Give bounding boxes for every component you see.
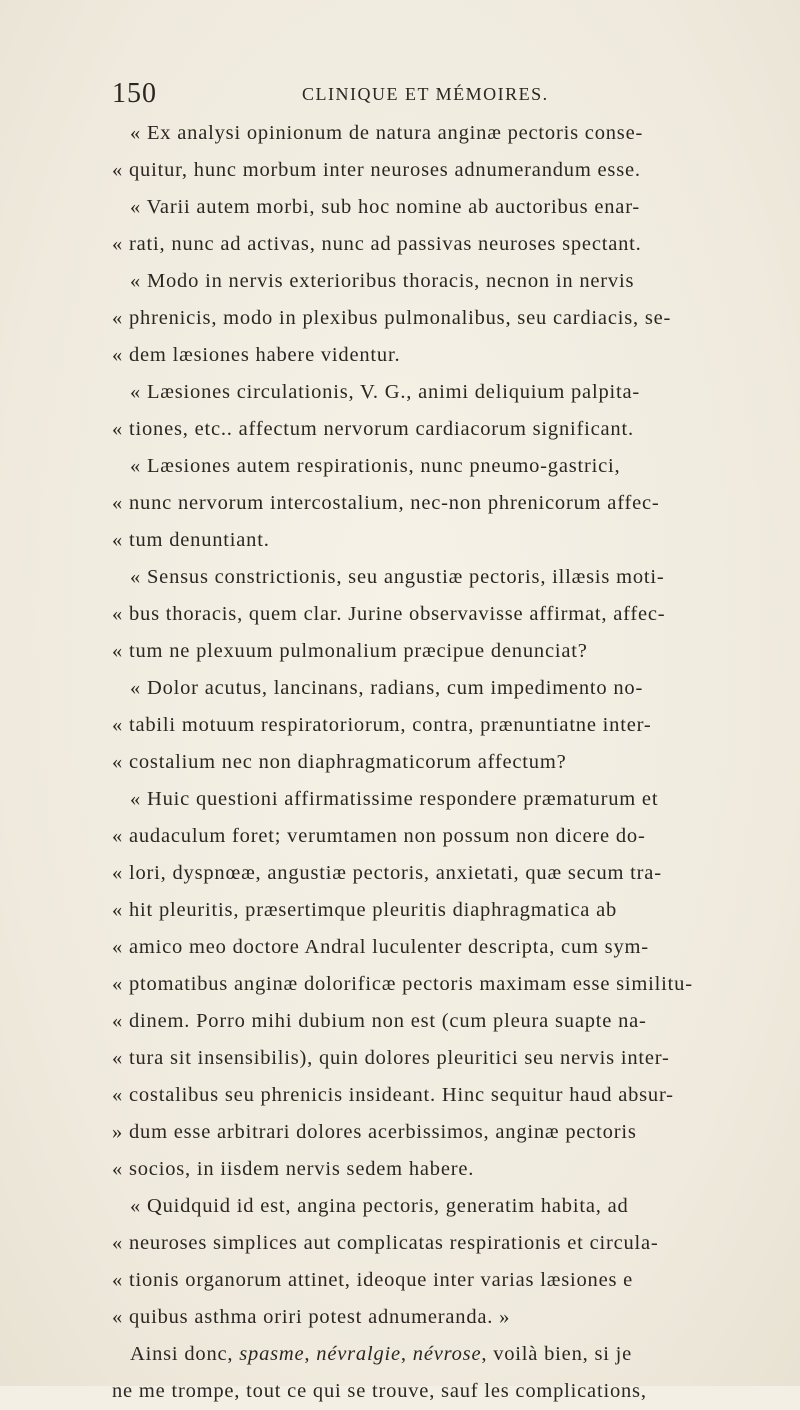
text-line: « costalibus seu phrenicis insideant. Hinc sequitur haud absur- <box>112 1084 674 1106</box>
text-line: « tabili motuum respiratoriorum, contra, prænuntiatne inter- <box>112 714 652 736</box>
text-line: « lori, dyspnœæ, angustiæ pectoris, anxietati, quæ secum tra- <box>112 862 662 884</box>
text-line: « tum denuntiant. <box>112 529 270 551</box>
page-header <box>112 78 762 112</box>
text-line: « Quidquid id est, angina pectoris, generatim habita, ad <box>130 1195 629 1217</box>
text-line: « amico meo doctore Andral luculenter descripta, cum sym- <box>112 936 649 958</box>
text-line: « quitur, hunc morbum inter neuroses adnumerandum esse. <box>112 159 641 181</box>
text-line: « phrenicis, modo in plexibus pulmonalibus, seu cardiacis, se- <box>112 307 672 329</box>
text-run: Ainsi donc, <box>130 1343 240 1365</box>
text-line: « nunc nervorum intercostalium, nec-non phrenicorum affec- <box>112 492 660 514</box>
text-run: , <box>304 1343 317 1365</box>
text-line: « tura sit insensibilis), quin dolores pleuritici seu nervis inter- <box>112 1047 670 1069</box>
body-text <box>112 115 762 1410</box>
text-run: , <box>400 1343 413 1365</box>
text-line: « Sensus constrictionis, seu angustiæ pectoris, illæsis moti- <box>130 566 665 588</box>
final-paragraph-line: ne me trompe, tout ce qui se trouve, sauf les complications, <box>112 1380 647 1402</box>
text-line: « Huic questioni affirmatissime respondere præmaturum et <box>130 788 659 810</box>
text-line: « tum ne plexuum pulmonalium præcipue denunciat? <box>112 640 588 662</box>
page-number: 150 <box>112 78 157 109</box>
text-line: « quibus asthma oriri potest adnumeranda. » <box>112 1306 511 1328</box>
text-line: « Læsiones autem respirationis, nunc pneumo-gastrici, <box>130 455 621 477</box>
text-line: « Læsiones circulationis, V. G., animi deliquium palpita- <box>130 381 641 403</box>
text-line: « dinem. Porro mihi dubium non est (cum pleura suapte na- <box>112 1010 647 1032</box>
text-line: « bus thoracis, quem clar. Jurine observavisse affirmat, affec- <box>112 603 666 625</box>
italic-term: spasme <box>239 1343 305 1365</box>
final-paragraph-line <box>112 1336 762 1373</box>
text-line: « Ex analysi opinionum de natura anginæ pectoris conse- <box>130 122 644 144</box>
text-line: » dum esse arbitrari dolores acerbissimos, anginæ pectoris <box>112 1121 637 1143</box>
text-line: « rati, nunc ad activas, nunc ad passivas neuroses spectant. <box>112 233 642 255</box>
text-line: « tionis organorum attinet, ideoque inter varias læsiones e <box>112 1269 634 1291</box>
italic-term: névrose <box>412 1343 482 1365</box>
text-line: « audaculum foret; verumtamen non possum non dicere do- <box>112 825 646 847</box>
text-line: « socios, in iisdem nervis sedem habere. <box>112 1158 475 1180</box>
text-line: « Modo in nervis exterioribus thoracis, necnon in nervis <box>130 270 635 292</box>
text-line: « tiones, etc.. affectum nervorum cardiacorum significant. <box>112 418 634 440</box>
italic-term: névralgie <box>316 1343 401 1365</box>
text-line: « Dolor acutus, lancinans, radians, cum impedimento no- <box>130 677 644 699</box>
text-line: « ptomatibus anginæ dolorificæ pectoris maximam esse similitu- <box>112 973 693 995</box>
text-line: « neuroses simplices aut complicatas respirationis et circula- <box>112 1232 659 1254</box>
text-line: « costalium nec non diaphragmaticorum affectum? <box>112 751 567 773</box>
text-line: « dem læsiones habere videntur. <box>112 344 401 366</box>
text-line: « hit pleuritis, præsertimque pleuritis diaphragmatica ab <box>112 899 618 921</box>
text-run: , voilà bien, si je <box>481 1343 633 1365</box>
text-line: « Varii autem morbi, sub hoc nomine ab auctoribus enar- <box>130 196 641 218</box>
running-title: CLINIQUE ET MÉMOIRES. <box>302 84 549 104</box>
